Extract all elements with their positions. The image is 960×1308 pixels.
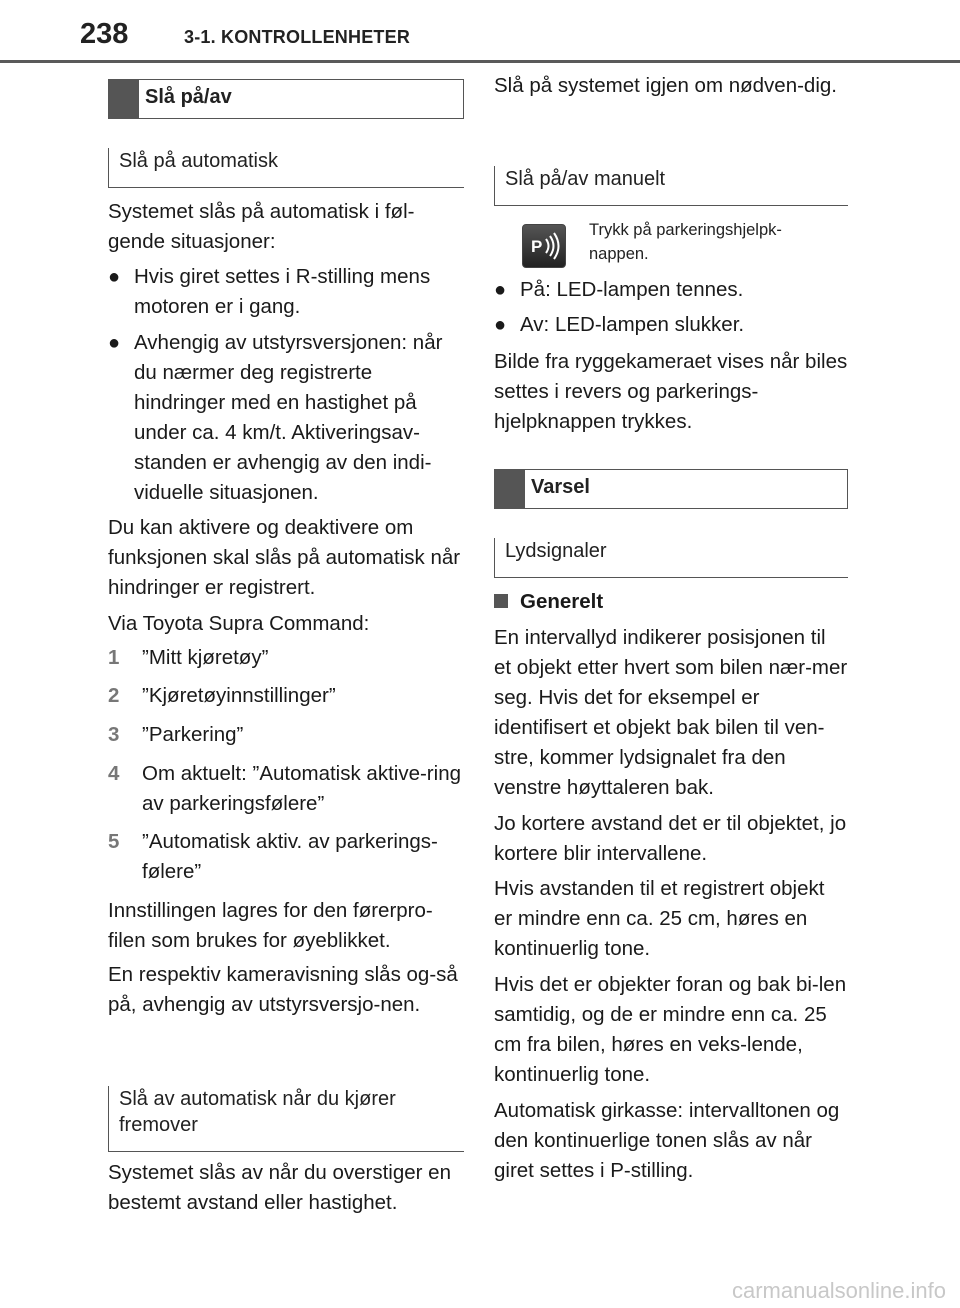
list-item-text: Av: LED-lampen slukker.	[520, 313, 745, 336]
list-item	[108, 328, 464, 508]
watermark: carmanualsonline.info	[731, 1278, 946, 1303]
paragraph: Bilde fra ryggekameraet vises når biles settes i revers og parkerings-hjelpknappen trykkes.	[494, 350, 848, 433]
step-item	[108, 681, 464, 711]
list-item-text: Avhengig av utstyrsversjonen: når du nærmer deg registrerte hindringer med en hastighet på under ca. 4 km/t. Aktiveringsav-standen er avhengig av den indi-viduelle situasjonen.	[134, 331, 443, 504]
subsection-auto-on	[108, 148, 464, 188]
section-header-warning	[494, 469, 848, 509]
section-bar	[495, 470, 525, 508]
paragraph: Systemet slås av når du overstiger en bestemt avstand eller hastighet.	[108, 1161, 451, 1214]
subsection-title: Slå på/av manuelt	[505, 168, 666, 190]
page-header	[0, 0, 960, 62]
step-text: ”Mitt kjøretøy”	[142, 646, 269, 669]
step-number: 1	[108, 646, 120, 669]
chapter-title: 3-1. KONTROLLENHETER	[184, 27, 411, 47]
step-number: 3	[108, 723, 120, 746]
step-item	[108, 827, 464, 887]
list-item-text: Hvis giret settes i R-stilling mens motoren er i gang.	[134, 265, 431, 318]
list-item	[494, 275, 848, 305]
paragraph: Innstillingen lagres for den førerpro-filen som brukes for øyeblikket.	[108, 899, 433, 952]
step-text: ”Kjøretøyinnstillinger”	[142, 684, 336, 707]
subsection-title: Lydsignaler	[505, 540, 607, 562]
paragraph: Hvis det er objekter foran og bak bi-len samtidig, og de er mindre enn ca. 25 cm fra bilen, høres en veks-lende, kontinuerlig tone.	[494, 973, 847, 1086]
section-bar	[109, 80, 139, 118]
section-header-on-off	[108, 79, 464, 119]
section-title: Varsel	[531, 476, 590, 498]
section-title: Slå på/av	[145, 86, 232, 108]
parking-sensor-icon	[523, 225, 565, 267]
list-item-text: På: LED-lampen tennes.	[520, 278, 744, 301]
step-text: Om aktuelt: ”Automatisk aktive-ring av parkeringsfølere”	[142, 762, 461, 815]
step-number: 2	[108, 684, 120, 707]
step-number: 4	[108, 762, 120, 785]
subsection-title: Slå av automatisk når du kjører fremover	[119, 1088, 396, 1136]
subsection-manual	[494, 166, 848, 206]
subsection-title: Slå på automatisk	[119, 150, 278, 172]
step-item	[108, 759, 464, 819]
list-item	[108, 262, 464, 322]
paragraph: Hvis avstanden til et registrert objekt er mindre enn ca. 25 cm, høres en kontinuerlig tone.	[494, 877, 825, 960]
square-bullet-icon	[494, 594, 508, 608]
paragraph: Via Toyota Supra Command:	[108, 612, 370, 635]
bullet-icon: ●	[108, 332, 121, 354]
paragraph: En intervallyd indikerer posisjonen til et objekt etter hvert som bilen nær-mer seg. Hvis det for eksempel er identifisert et objekt bak bilen til ven-stre, kommer lydsignalet fra den venstre høyttaleren bak.	[494, 626, 848, 799]
parking-assist-button-icon	[522, 224, 566, 268]
step-item	[108, 720, 464, 750]
bullet-icon: ●	[494, 279, 507, 301]
paragraph: Systemet slås på automatisk i føl-gende situasjoner:	[108, 200, 415, 253]
svg-text:P: P	[531, 237, 543, 256]
subheading-text: Generelt	[520, 590, 604, 613]
step-text: ”Automatisk aktiv. av parkerings-følere”	[142, 830, 438, 883]
header-divider	[0, 60, 960, 63]
paragraph: En respektiv kameravisning slås og-så på, avhengig av utstyrsversjo-nen.	[108, 963, 458, 1016]
paragraph: Du kan aktivere og deaktivere om funksjonen skal slås på automatisk når hindringer er registrert.	[108, 516, 461, 599]
paragraph: Automatisk girkasse: intervalltonen og den kontinuerlige tonen slås av når giret settes i P-stilling.	[494, 1099, 840, 1182]
subsection-sound	[494, 538, 848, 578]
bullet-icon: ●	[108, 266, 121, 288]
button-caption: Trykk på parkeringshjelpk-nappen.	[589, 221, 782, 263]
step-number: 5	[108, 830, 120, 853]
subheading	[494, 587, 848, 617]
subsection-auto-off	[108, 1086, 464, 1152]
paragraph: Jo kortere avstand det er til objektet, jo kortere blir intervallene.	[494, 812, 847, 865]
paragraph: Slå på systemet igjen om nødven-dig.	[494, 74, 837, 97]
bullet-icon: ●	[494, 314, 507, 336]
step-item	[108, 643, 464, 673]
step-text: ”Parkering”	[142, 723, 244, 746]
page-number: 238	[80, 18, 129, 50]
list-item	[494, 310, 848, 340]
